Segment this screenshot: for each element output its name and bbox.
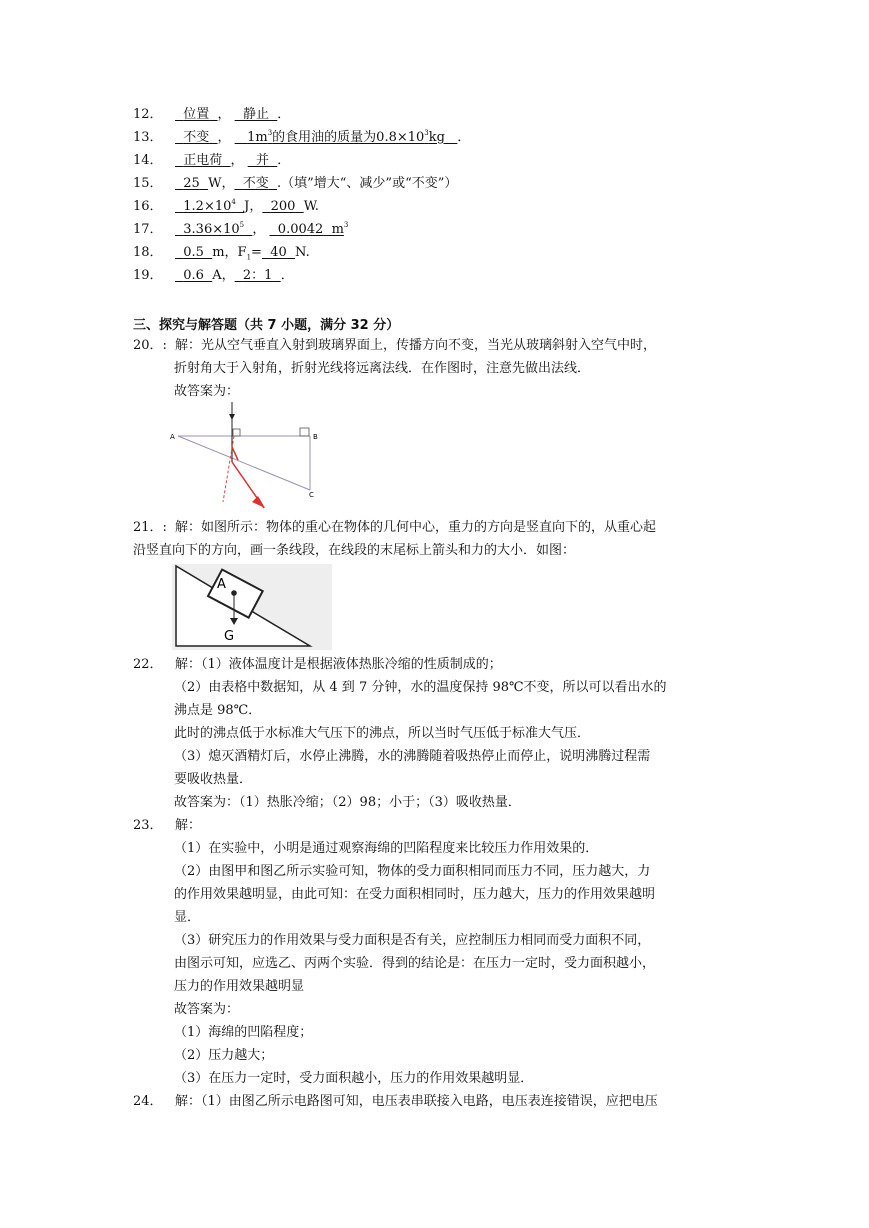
- answer-16: 16． $1.2\times 10^4$ J， 200 W.: [133, 198, 319, 214]
- answer-blank: $1.2\times 10^4$: [183, 198, 236, 214]
- q22-line-2: （2）由表格中数据知，从 4 到 7 分钟，水的温度保持 98℃不变，所以可以看出水的: [174, 680, 667, 695]
- q23-line-4: 的作用效果越明显，由此可知：在受力面积相同时，压力越大，压力的作用效果越明: [174, 887, 656, 902]
- label-c: C: [309, 491, 314, 499]
- answer-blank: $1m^3$的食用油的质量为$0.8\times 10^3kg$: [247, 129, 445, 145]
- answer-blank: 静止: [242, 107, 269, 122]
- question-number: 18．: [133, 245, 163, 260]
- q21-line-1: 21．: 解：如图所示：物体的重心在物体的几何中心，重力的方向是竖直向下的，从重心起: [133, 520, 657, 535]
- q21-line-2: 沿竖直向下的方向，画一条线段，在线段的末尾标上箭头和力的大小．如图：: [133, 543, 576, 558]
- question-number: 13．: [133, 130, 163, 145]
- incline-gravity-diagram: [172, 564, 332, 650]
- q22-line-4: 此时的沸点低于水标准大气压下的沸点，所以当时气压低于标准大气压．: [174, 726, 591, 741]
- answer-19: 19． 0.6 A， 2：1 ．: [133, 268, 294, 283]
- question-number: 14．: [133, 153, 163, 168]
- answer-17: 17． $3.36\times 10^5$ ， 0.0042 $m^3$: [133, 221, 349, 237]
- answer-blank: 正电荷: [183, 153, 223, 168]
- q23-line-5: 显．: [174, 910, 201, 925]
- q23-line-10: （1）海绵的凹陷程度；: [174, 1025, 313, 1040]
- label-b: B: [313, 433, 318, 441]
- q22-line-6: 要吸收热量．: [174, 772, 253, 787]
- answer-blank: 不变: [183, 130, 210, 145]
- refraction-diagram: [168, 402, 328, 510]
- q23-line-9: 故答案为：: [174, 1002, 240, 1017]
- question-number: 19．: [133, 268, 163, 283]
- block-label-a: A: [217, 577, 226, 592]
- answer-blank: 并: [255, 153, 269, 168]
- answer-blank: 25: [183, 176, 200, 191]
- q22-line-7: 故答案为：（1）热胀冷缩；（2）98；小于；（3）吸收热量．: [174, 795, 521, 810]
- answer-blank: 位置: [183, 107, 210, 122]
- answer-blank: 200: [270, 199, 296, 214]
- answer-blank: 40: [270, 245, 287, 260]
- question-number: 15．: [133, 176, 163, 191]
- q23-line-12: （3）在压力一定时，受力面积越小，压力的作用效果越明显．: [174, 1071, 534, 1086]
- q22-line-5: （3）熄灭酒精灯后，水停止沸腾，水的沸腾随着吸热停止而停止，说明沸腾过程需: [174, 749, 651, 764]
- question-number: 12．: [133, 107, 163, 122]
- q22-line-3: 沸点是 98℃．: [174, 703, 262, 718]
- q23-line-6: （3）研究压力的作用效果与受力面积是否有关，应控制压力相同而受力面积不同，: [174, 933, 651, 948]
- answer-blank: $3.36\times 10^5$: [183, 221, 245, 237]
- q20-line-3: 故答案为：: [174, 384, 240, 399]
- answer-blank: 0.6: [183, 268, 204, 283]
- answer-18: 18． 0.5 m，$F_1= 40$ N.: [133, 245, 310, 262]
- section-heading: 三、探究与解答题（共 7 小题，满分 32 分）: [133, 318, 400, 333]
- q23-line-7: 由图示可知，应选乙、丙两个实验．得到的结论是：在压力一定时，受力面积越小，: [174, 956, 656, 971]
- answer-blank: 2：1: [242, 268, 273, 283]
- question-number: 16．: [133, 199, 163, 214]
- answer-blank: 0.5: [183, 245, 204, 260]
- answer-14: 14． 正电荷 ， 并 ．: [133, 153, 291, 168]
- answer-blank: 不变: [242, 176, 269, 191]
- q23-line-2: （1）在实验中，小明是通过观察海绵的凹陷程度来比较压力作用效果的．: [174, 841, 599, 856]
- q23-line-1: 23． 解：: [133, 818, 202, 833]
- answer-15: 15． 25 W， 不变 .（填”增大“、减少”或“不变”）: [133, 176, 458, 191]
- q24-line-1: 24． 解：（1）由图乙所示电路图可知，电压表串联接入电路，电压表连接错误，应把电压: [133, 1094, 658, 1109]
- answer-13: 13． 不变 ， $1m^3$的食用油的质量为$0.8\times 10^3kg$ ．: [133, 129, 471, 145]
- q20-line-2: 折射角大于入射角，折射光线将远离法线．在作图时，注意先做出法线．: [174, 361, 591, 376]
- force-label-g: G: [224, 629, 235, 644]
- q20-line-1: 20．: 解：光从空气垂直入射到玻璃界面上，传播方向不变，当光从玻璃斜射入空气中时，: [133, 338, 657, 353]
- answer-blank: 0.0042 m: [277, 222, 344, 237]
- question-number: 17．: [133, 222, 163, 237]
- q23-line-8: 压力的作用效果越明显: [174, 979, 305, 994]
- q22-line-1: 22． 解：（1）液体温度计是根据液体热胀冷缩的性质制成的；: [133, 657, 502, 672]
- q23-line-11: （2）压力越大；: [174, 1048, 274, 1063]
- q23-line-3: （2）由图甲和图乙所示实验可知，物体的受力面积相同而压力不同，压力越大，力: [174, 864, 651, 879]
- answer-12: 12． 位置 ， 静止 ．: [133, 107, 291, 122]
- label-a: A: [170, 433, 175, 441]
